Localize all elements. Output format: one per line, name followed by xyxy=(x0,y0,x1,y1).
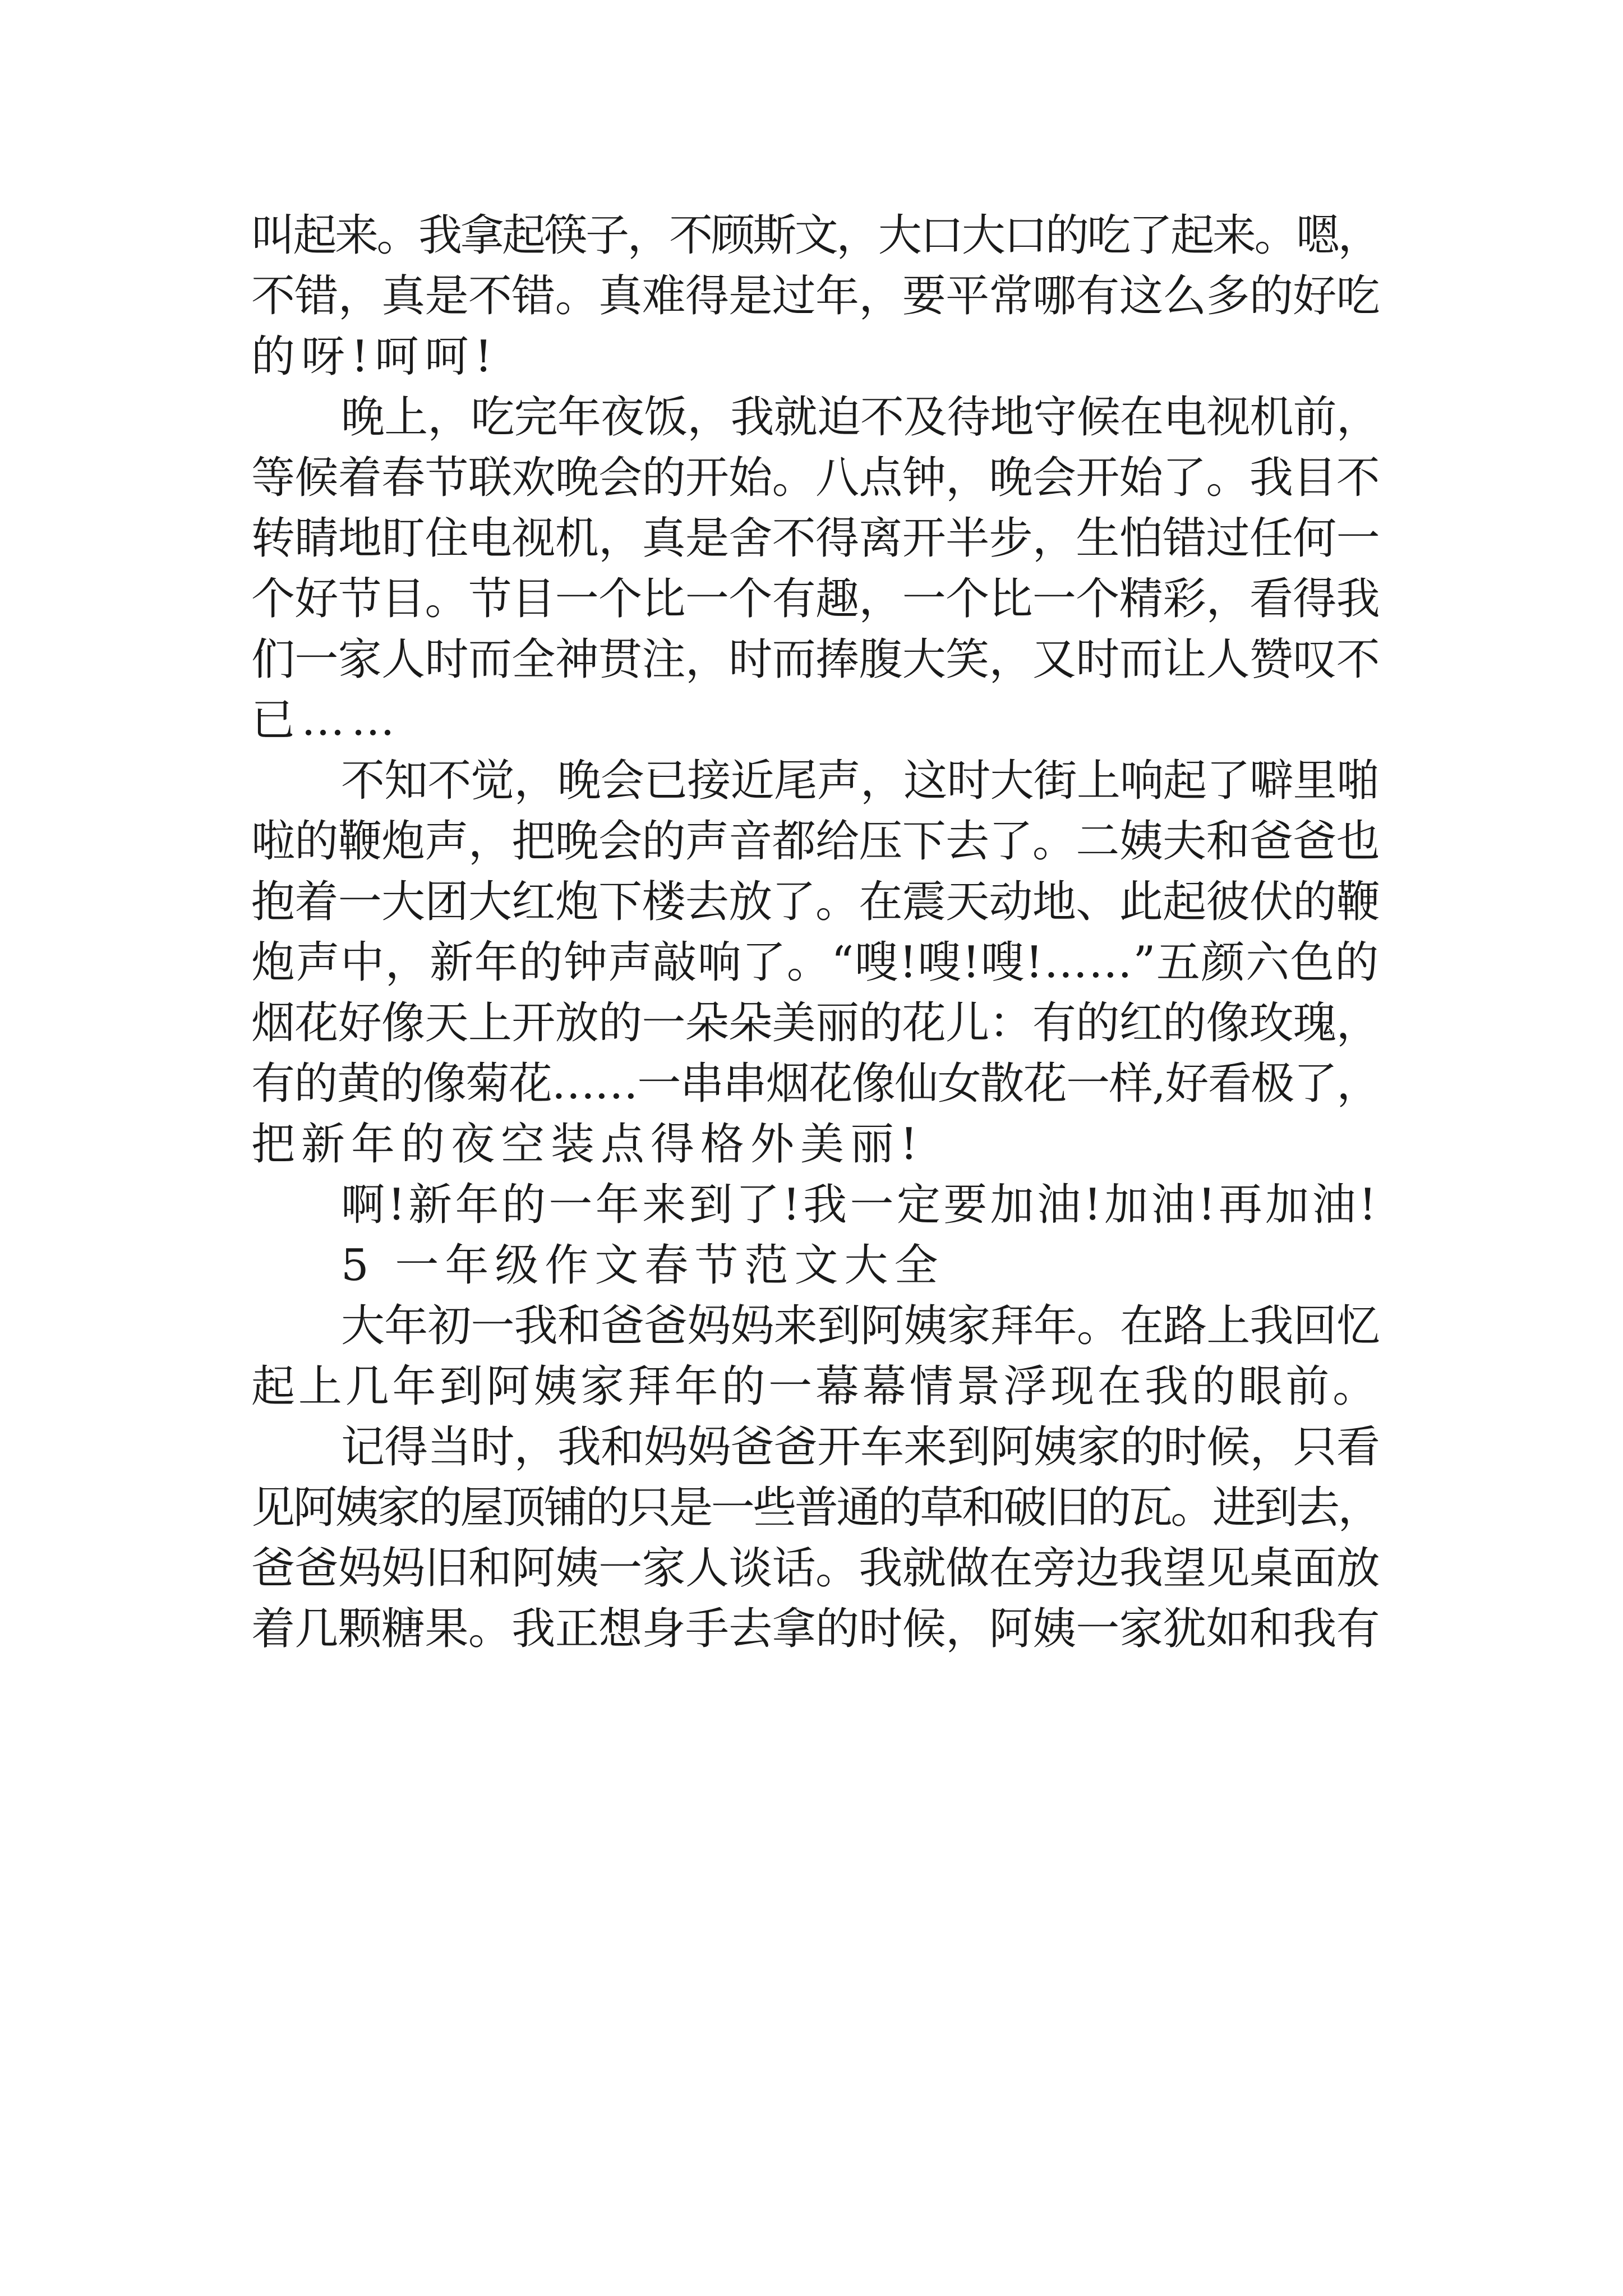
text-line-5: 等候着春节联欢晚会的开始。八点钟，晚会开始了。我目不 xyxy=(251,453,1380,503)
text-line-24: 着几颗糖果。我正想身手去拿的时候，阿姨一家犹如和我有 xyxy=(251,1604,1380,1654)
text-line-9: 已…… xyxy=(251,695,402,746)
text-line-17: 啊!新年的一年来到了!我一定要加油!加油!再加油! xyxy=(341,1180,1380,1230)
text-line-19: 大年初一我和爸爸妈妈来到阿姨家拜年。在路上我回忆 xyxy=(341,1301,1380,1351)
text-line-14: 烟花好像天上开放的一朵朵美丽的花儿：有的红的像玫瑰， xyxy=(251,998,1380,1048)
text-line-23: 爸爸妈妈旧和阿姨一家人谈话。我就做在旁边我望见桌面放 xyxy=(251,1543,1380,1594)
text-line-8: 们一家人时而全神贯注，时而捧腹大笑，又时而让人赞叹不 xyxy=(251,634,1380,685)
text-line-1: 叫起来。我拿起筷子，不顾斯文，大口大口的吃了起来。嗯， xyxy=(251,210,1380,261)
text-line-11: 啦的鞭炮声，把晚会的声音都给压下去了。二姨夫和爸爸也 xyxy=(251,816,1380,867)
section-heading: 5 一年级作文春节范文大全 xyxy=(341,1240,944,1291)
text-line-21: 记得当时，我和妈妈爸爸开车来到阿姨家的时候，只看 xyxy=(341,1422,1380,1473)
text-line-10: 不知不觉，晚会已接近尾声，这时大街上响起了噼里啪 xyxy=(341,756,1380,806)
text-line-20: 起上几年到阿姨家拜年的一幕幕情景浮现在我的眼前。 xyxy=(251,1361,1380,1412)
text-line-22: 见阿姨家的屋顶铺的只是一些普通的草和破旧的瓦。进到去， xyxy=(251,1483,1380,1533)
text-line-12: 抱着一大团大红炮下楼去放了。在震天动地、此起彼伏的鞭 xyxy=(251,877,1380,927)
text-line-4: 晚上，吃完年夜饭，我就迫不及待地守候在电视机前， xyxy=(341,392,1380,443)
text-line-2: 不错，真是不错。真难得是过年，要平常哪有这么多的好吃 xyxy=(251,271,1380,321)
text-line-13: 炮声中，新年的钟声敲响了。“嗖!嗖!嗖!……”五颜六色的 xyxy=(251,937,1380,988)
text-line-15: 有的黄的像菊花……一串串烟花像仙女散花一样,好看极了， xyxy=(251,1059,1380,1109)
text-line-6: 转睛地盯住电视机，真是舍不得离开半步，生怕错过任何一 xyxy=(251,513,1380,564)
text-line-16: 把新年的夜空装点得格外美丽! xyxy=(251,1119,924,1170)
text-line-3: 的呀!呵呵! xyxy=(251,332,499,382)
text-line-7: 个好节目。节目一个比一个有趣，一个比一个精彩，看得我 xyxy=(251,574,1380,624)
